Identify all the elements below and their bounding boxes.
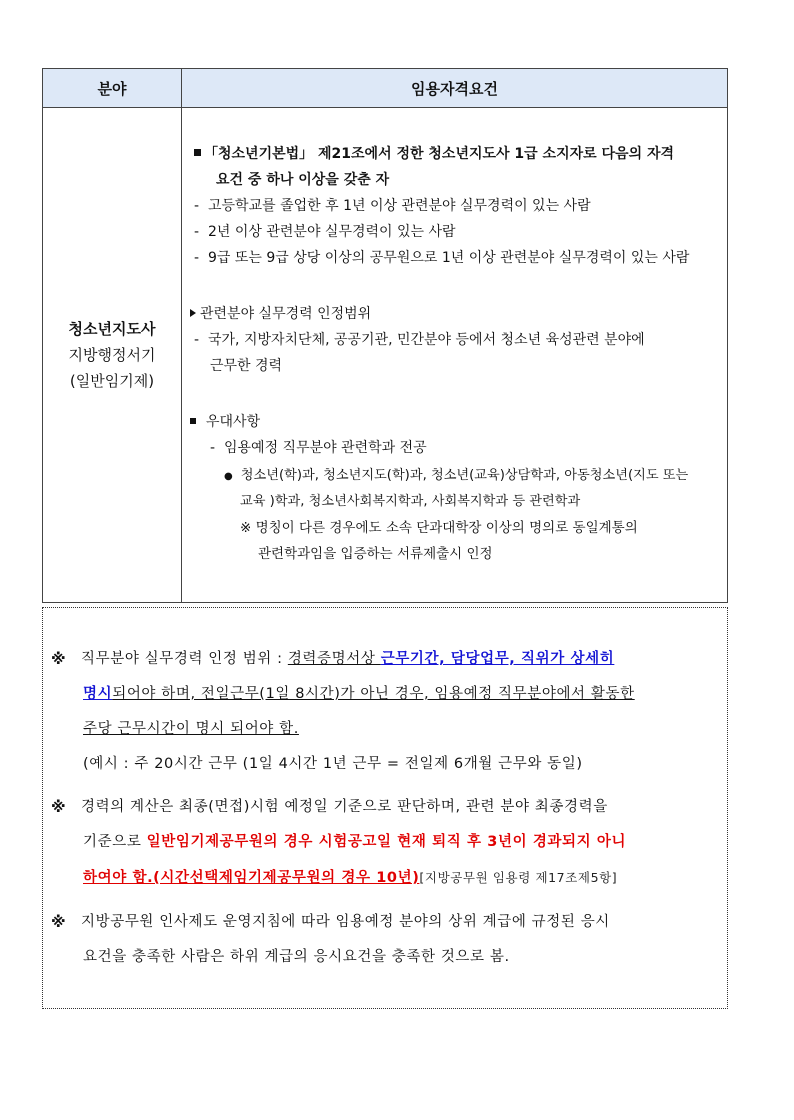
header-requirements: 임용자격요건 [182,69,728,108]
requirements-cell [182,108,728,603]
table-row [43,108,728,603]
square-bullet-icon [190,418,196,424]
triangle-bullet-icon [190,309,196,317]
table-header-row [43,69,728,108]
square-bullet-icon [194,149,201,156]
list-item: - 9급 또는 9급 상당 이상의 공무원으로 1년 이상 관련분야 실무경력이 있는 사람 [194,250,690,266]
notes-box [42,607,728,1009]
note-mark: ※ [51,913,67,931]
dot-bullet-icon: ● [224,471,233,482]
note-career-scope: ※ 직무분야 실무경력 인정 범위 : 경력증명서상 근무기간, 담당업무, 직위가 상세히 명시되어야 하며, 전일근무(1일 8시간)가 아닌 경우, 임용예정 직무분야에서 활동한 주당 근무시간이 명시 되어야 함. (예시 : 주 20시간 근무 (1일 4시간 1년 근무 = 전일제 6개월 근무와 동일) [51,642,723,782]
field-grade: 지방행정서기 [68,346,156,364]
pref-note-line2: 관련학과임을 입증하는 서류제출시 인정 [258,546,493,562]
list-item: - 고등학교를 졸업한 후 1년 이상 관련분야 실무경력이 있는 사람 [194,198,591,214]
pref-list-line2: 교육 )학과, 청소년사회복지학과, 사회복지학과 등 관련학과 [240,494,581,509]
note-career-calc: ※ 경력의 계산은 최종(면접)시험 예정일 기준으로 판단하며, 관련 분야 최종경력을 기준으로 일반임기제공무원의 경우 시험공고일 현재 퇴직 후 3년이 경과되지 아니 하여야 함.(시간선택제임기제공무원의 경우 10년)[지방공무원 임용령 제17조제5항] [51,790,723,896]
note-upper-grade: ※ 지방공무원 인사제도 운영지침에 따라 임용예정 분야의 상위 계급에 규정된 응시 요건을 충족한 사람은 하위 계급의 응시요건을 충족한 것으로 봄. [51,905,723,975]
field-name: 청소년지도사 [68,320,156,338]
pref-note-line1: ※ 명칭이 다른 경우에도 소속 단과대학장 이상의 명의로 동일계통의 [240,520,638,536]
header-field: 분야 [43,69,182,108]
pref-sub: - 임용예정 직무분야 관련학과 전공 [210,440,427,456]
pref-title: 우대사항 [190,412,260,432]
req1-line2: 요건 중 하나 이상을 갖춘 자 [216,172,390,188]
note-mark: ※ [51,798,67,816]
req2-title: 관련분야 실무경력 인정범위 [190,304,371,324]
requirements-table [42,68,728,603]
note-mark: ※ [51,650,67,668]
field-cell [43,108,182,603]
req2-line1: - 국가, 지방자치단체, 공공기관, 민간분야 등에서 청소년 육성관련 분야에 [194,332,645,348]
field-type: (일반임기제) [69,372,155,390]
pref-list-line1: ● 청소년(학)과, 청소년지도(학)과, 청소년(교육)상담학과, 아동청소년(지도 또는 [224,466,688,487]
list-item: - 2년 이상 관련분야 실무경력이 있는 사람 [194,224,456,240]
req2-line2: 근무한 경력 [210,358,283,374]
req1-line1: 「청소년기본법」 제21조에서 정한 청소년지도사 1급 소지자로 다음의 자격 [194,144,674,164]
